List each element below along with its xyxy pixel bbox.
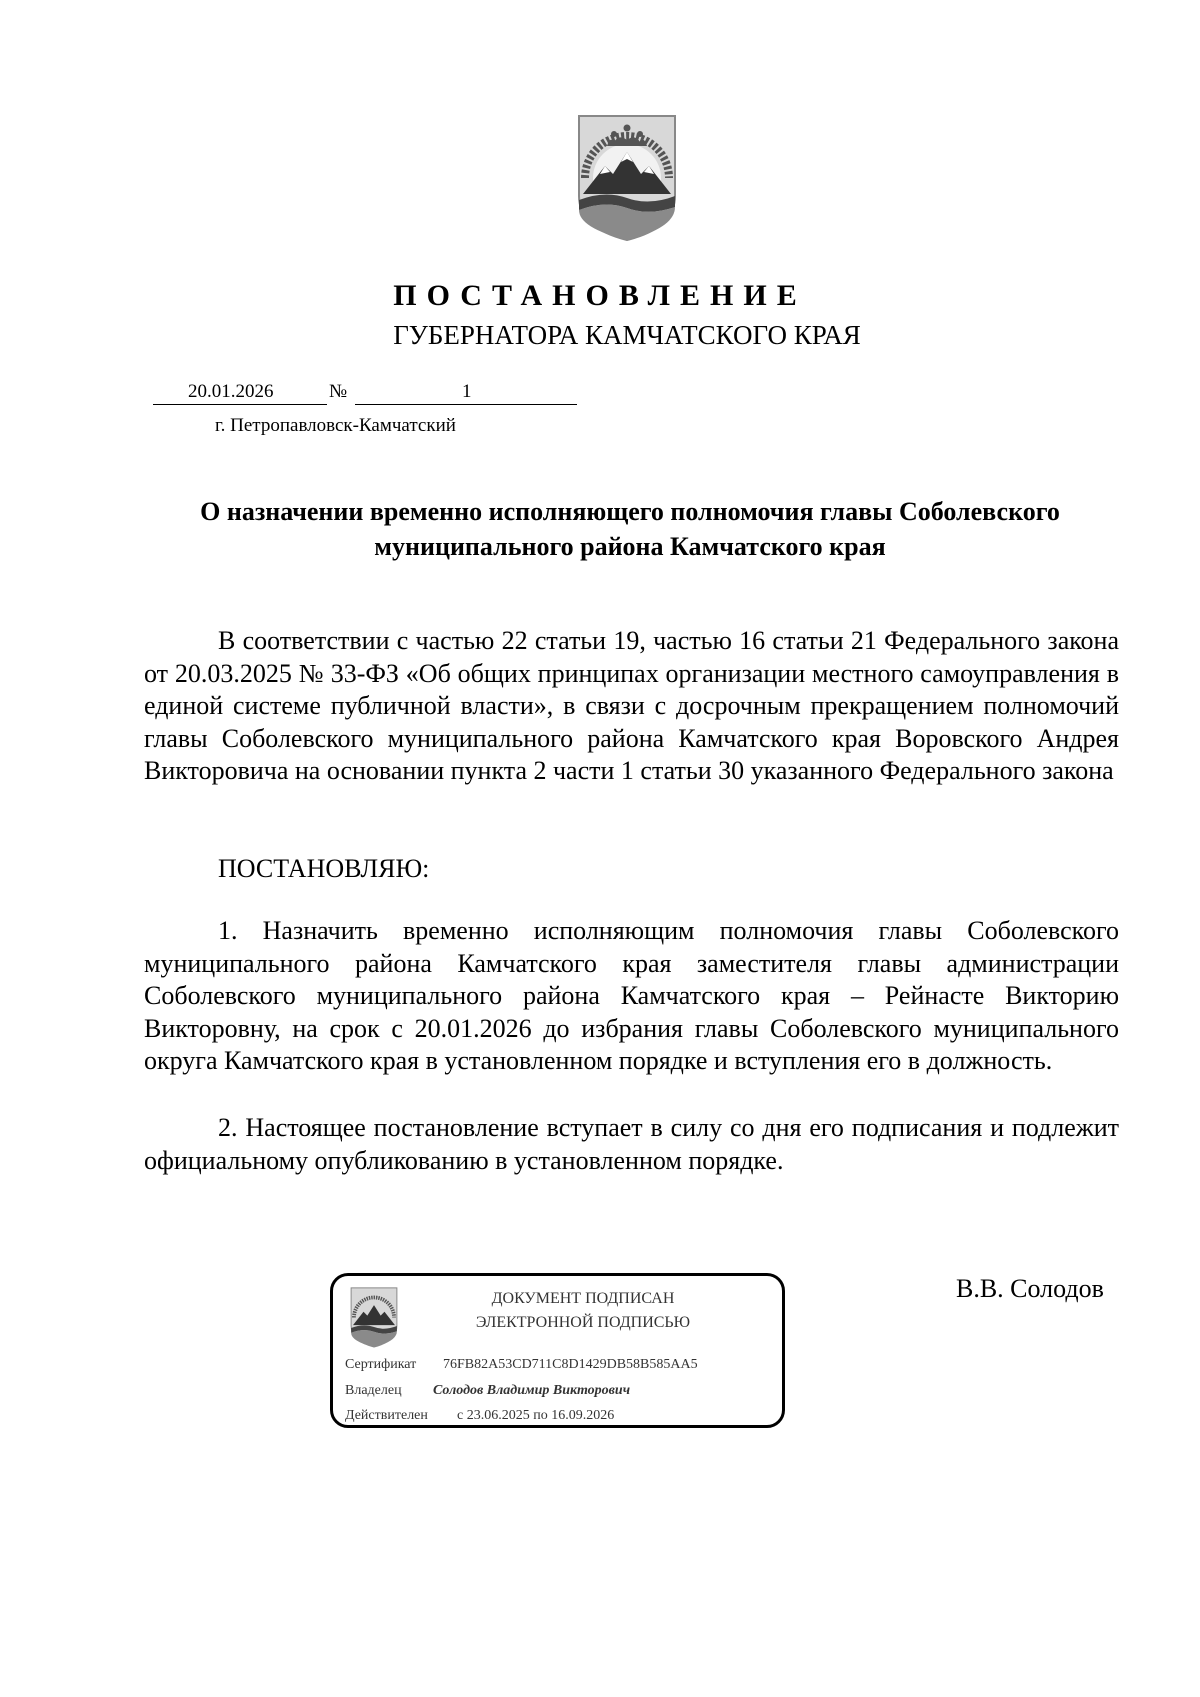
document-number: 1 [462, 381, 472, 402]
date-underline [153, 404, 327, 405]
document-city: г. Петропавловск-Камчатский [215, 415, 456, 436]
certificate-value: 76FB82A53CD711C8D1429DB58B585AA5 [443, 1357, 698, 1372]
document-subtitle: ГУБЕРНАТОРА КАМЧАТСКОГО КРАЯ [393, 320, 861, 350]
number-underline [355, 404, 577, 405]
number-sign: № [329, 381, 348, 402]
document-date: 20.01.2026 [188, 381, 274, 402]
valid-value: с 23.06.2025 по 16.09.2026 [457, 1408, 615, 1423]
certificate-label: Сертификат [345, 1357, 417, 1372]
signer-name: В.В. Солодов [956, 1274, 1104, 1303]
stamp-certificate-row [345, 1356, 698, 1374]
stamp-line-1: ДОКУМЕНТ ПОДПИСАН [491, 1290, 675, 1307]
valid-label: Действителен [345, 1408, 428, 1423]
decree-word: ПОСТАНОВЛЯЮ: [218, 854, 430, 883]
decree-item-2: 2. Настоящее постановление вступает в силу со дня его подписания и подлежит официальному опубликованию в установленном порядке. [144, 1113, 1119, 1175]
stamp-line-2: ЭЛЕКТРОННОЙ ПОДПИСЬЮ [475, 1314, 691, 1331]
stamp-valid-row [345, 1407, 615, 1425]
intro-paragraph: В соответствии с частью 22 статьи 19, частью 16 статьи 21 Федерального закона от 20.03.2025 № 33-ФЗ «Об общих принципах организации местного самоуправления в единой системе публичной власти», в связи с досрочным прекращением полномочий главы Соболевского муниципального района Камчатского края Воровского Андрея Викторовича на основании пункта 2 части 1 статьи 30 указанного Федерального закона [144, 626, 1119, 785]
document-heading: О назначении временно исполняющего полномочия главы Соболевского муниципального района Камчатского края [200, 497, 1060, 561]
kamchatka-coat-of-arms-icon [349, 1286, 399, 1348]
kamchatka-coat-of-arms-icon [575, 112, 679, 242]
document-title: ПОСТАНОВЛЕНИЕ [393, 279, 807, 312]
electronic-signature-stamp [330, 1273, 785, 1428]
owner-value: Солодов Владимир Викторович [433, 1383, 631, 1398]
decree-item-1: 1. Назначить временно исполняющим полномочия главы Соболевского муниципального района Камчатского края заместителя главы администрации Соболевского муниципального района Камчатского края – Рейнасте Викторию Викторовну, на срок с 20.01.2026 до избрания главы Соболевского муниципального округа Камчатского края в установленном порядке и вступления его в должность. [144, 916, 1119, 1075]
owner-label: Владелец [345, 1383, 402, 1398]
stamp-owner-row [345, 1382, 631, 1400]
